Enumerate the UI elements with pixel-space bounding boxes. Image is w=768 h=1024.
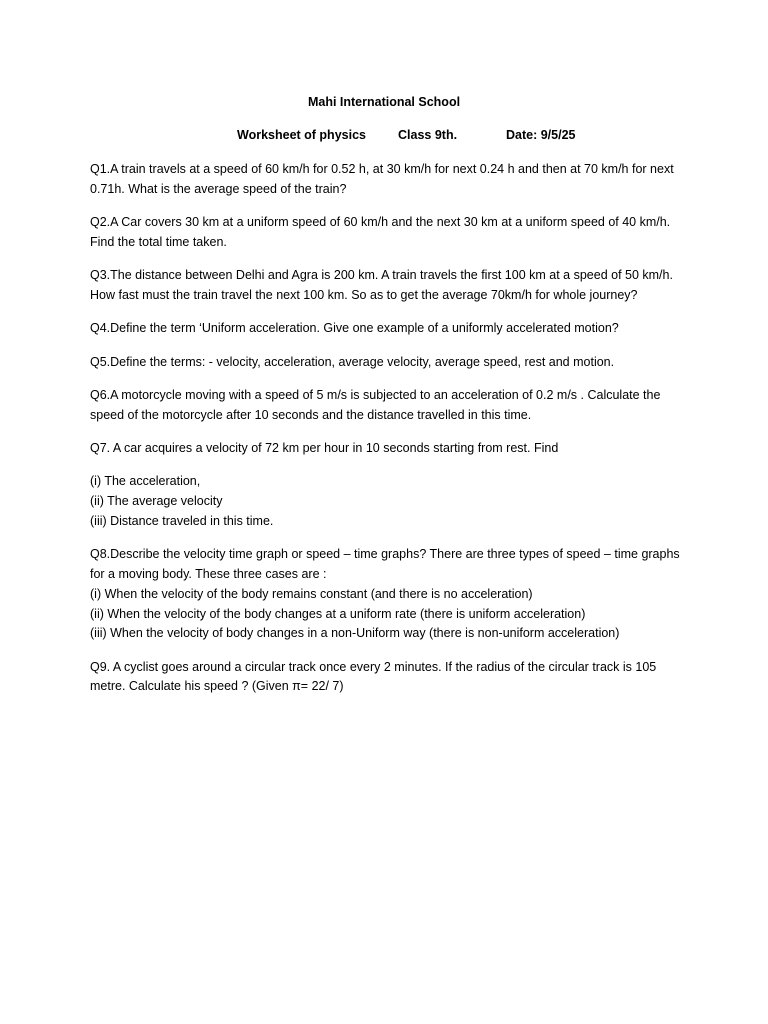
- question-5: Q5.Define the terms: - velocity, acceleration, average velocity, average speed, rest and motion.: [90, 354, 615, 369]
- worksheet-questions: [90, 160, 680, 711]
- question-7: Q7. A car acquires a velocity of 72 km per hour in 10 seconds starting from rest. Find: [90, 440, 559, 455]
- question-8-case-iii: (iii) When the velocity of body changes in a non-Uniform way (there is non-uniform acceleration): [90, 626, 620, 641]
- question-7-part-iii: (iii) Distance traveled in this time.: [90, 513, 274, 528]
- question-7-part-ii: (ii) The average velocity: [90, 494, 223, 509]
- question-4: Q4.Define the term ‘Uniform acceleration. Give one example of a uniformly accelerated motion?: [90, 321, 619, 336]
- question-8-case-ii: (ii) When the velocity of the body changes at a uniform rate (there is uniform acceleration): [90, 606, 586, 621]
- question-6: Q6.A motorcycle moving with a speed of 5 m/s is subjected to an acceleration of 0.2 m/s . Calculate the speed of the motorcycle after 10 seconds and the distance travelled in this time.: [90, 387, 661, 422]
- question-2: Q2.A Car covers 30 km at a uniform speed of 60 km/h and the next 30 km at a uniform speed of 40 km/h. Find the total time taken.: [90, 215, 671, 249]
- question-8: [90, 545, 680, 644]
- question-8-text: Q8.Describe the velocity time graph or speed – time graphs? There are three types of speed – time graphs for a moving body. These three cases are :: [90, 547, 680, 581]
- question-8-case-i: (i) When the velocity of the body remains constant (and there is no acceleration): [90, 586, 533, 601]
- class-label: Class 9th.: [398, 128, 458, 142]
- question-1: Q1.A train travels at a speed of 60 km/h for 0.52 h, at 30 km/h for next 0.24 h and then at 70 km/h for next 0.71h. What is the average speed of the train?: [90, 162, 674, 196]
- worksheet-subheader: [237, 126, 575, 144]
- worksheet-title: Worksheet of physics: [237, 128, 366, 142]
- question-3: Q3.The distance between Delhi and Agra is 200 km. A train travels the first 100 km at a speed of 50 km/h. How fast must the train travel the next 100 km. So as to get the average 70km/h for whole journey?: [90, 268, 673, 302]
- question-9: Q9. A cyclist goes around a circular track once every 2 minutes. If the radius of the circular track is 105 metre. Calculate his speed ? (Given π= 22/ 7): [90, 659, 657, 694]
- question-7-parts: [90, 472, 680, 531]
- date-label: Date: 9/5/25: [506, 128, 576, 142]
- question-7-part-i: (i) The acceleration,: [90, 474, 201, 489]
- school-title: Mahi International School: [307, 95, 461, 109]
